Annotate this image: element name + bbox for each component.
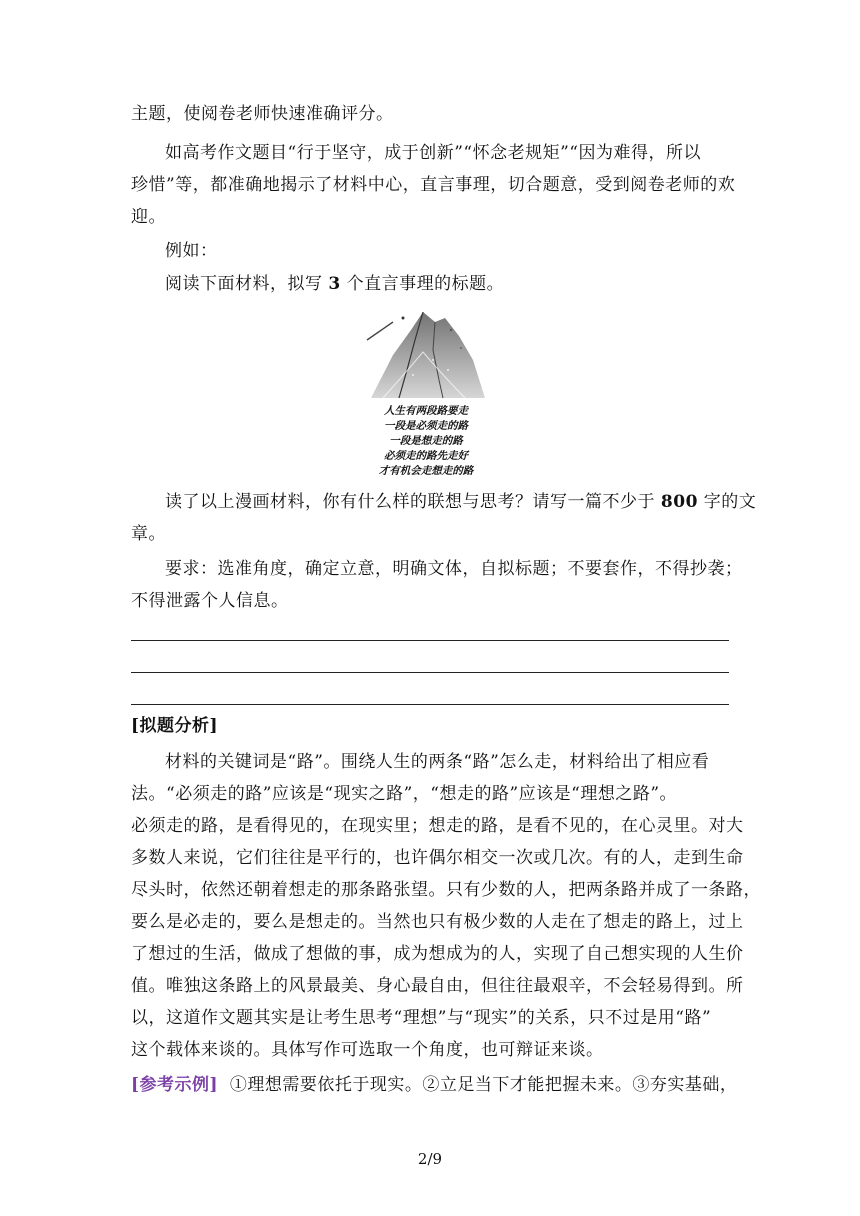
- task-text: 个直言事理的标题。: [340, 274, 505, 294]
- answer-rule: [131, 704, 729, 705]
- answer-rule: [131, 672, 729, 673]
- intro-line: 主题，使阅卷老师快速准确评分。: [131, 104, 394, 124]
- mountain-illustration: [363, 300, 489, 400]
- analysis-line: 值。唯独这条路上的风景最美、身心最自由，但往往最艰辛，不会轻易得到。所: [131, 976, 744, 996]
- analysis-line: 了想过的生活，做成了想做的事，成为想成为的人，实现了自己想实现的人生价: [131, 944, 744, 964]
- analysis-line: 以，这道作文题其实是让考生思考“理想”与“现实”的关系，只不过是用“路”: [131, 1008, 712, 1028]
- reference-line: [131, 1073, 737, 1097]
- prompt-text: 读了以上漫画材料，你有什么样的联想与思考？请写一篇不少于: [165, 492, 661, 512]
- reference-text: ①理想需要依托于现实。②立足当下才能把握未来。③夯实基础，: [229, 1075, 738, 1095]
- caption-line: 才有机会走想走的路: [378, 465, 474, 477]
- task-line: [165, 272, 504, 296]
- page-number: 2/9: [417, 1150, 443, 1168]
- analysis-line: 这个载体来谈的。具体写作可选取一个角度，也可辩证来谈。: [131, 1040, 604, 1060]
- answer-rule: [131, 640, 729, 641]
- paragraph-line: 如高考作文题目“行于坚守，成于创新”“怀念老规矩”“因为难得，所以: [165, 143, 701, 163]
- paragraph-line: 珍惜”等，都准确地揭示了材料中心，直言事理，切合题意，受到阅卷老师的欢: [131, 175, 736, 195]
- requirement-line: 要求：选准角度，确定立意，明确文体，自拟标题；不要套作，不得抄袭；: [165, 559, 743, 579]
- prompt-text: 字的文: [697, 492, 757, 512]
- example-label: 例如：: [165, 241, 218, 261]
- caption-line: 必须走的路先走好: [384, 450, 468, 462]
- paragraph-line: 迎。: [131, 207, 166, 227]
- analysis-line: 多数人来说，它们往往是平行的，也许偶尔相交一次或几次。有的人，走到生命: [131, 848, 744, 868]
- task-number: 3: [328, 274, 341, 294]
- analysis-line: 必须走的路，是看得见的，在现实里；想走的路，是看不见的，在心灵里。对大: [131, 816, 744, 836]
- caption-line: 一段是想走的路: [389, 435, 463, 447]
- caption-line: 一段是必须走的路: [384, 420, 468, 432]
- word-count: 800: [660, 492, 698, 512]
- task-text: 阅读下面材料，拟写: [165, 274, 329, 294]
- analysis-heading: [拟题分析]: [131, 716, 219, 736]
- reference-tag: [参考示例]: [131, 1075, 219, 1095]
- requirement-line: 不得泄露个人信息。: [131, 591, 289, 611]
- analysis-line: 材料的关键词是“路”。围绕人生的两条“路”怎么走，材料给出了相应看: [165, 752, 710, 772]
- prompt-line: [165, 490, 756, 514]
- analysis-line: 法。“必须走的路”应该是“现实之路”，“想走的路”应该是“理想之路”。: [131, 784, 678, 804]
- analysis-line: 尽头时，依然还朝着想走的那条路张望。只有少数的人，把两条路并成了一条路，: [131, 880, 761, 900]
- analysis-line: 要么是必走的，要么是想走的。当然也只有极少数的人走在了想走的路上，过上: [131, 912, 744, 932]
- prompt-line: 章。: [131, 524, 166, 544]
- cartoon-figure: [363, 300, 489, 478]
- caption-line: 人生有两段路要走: [384, 405, 468, 417]
